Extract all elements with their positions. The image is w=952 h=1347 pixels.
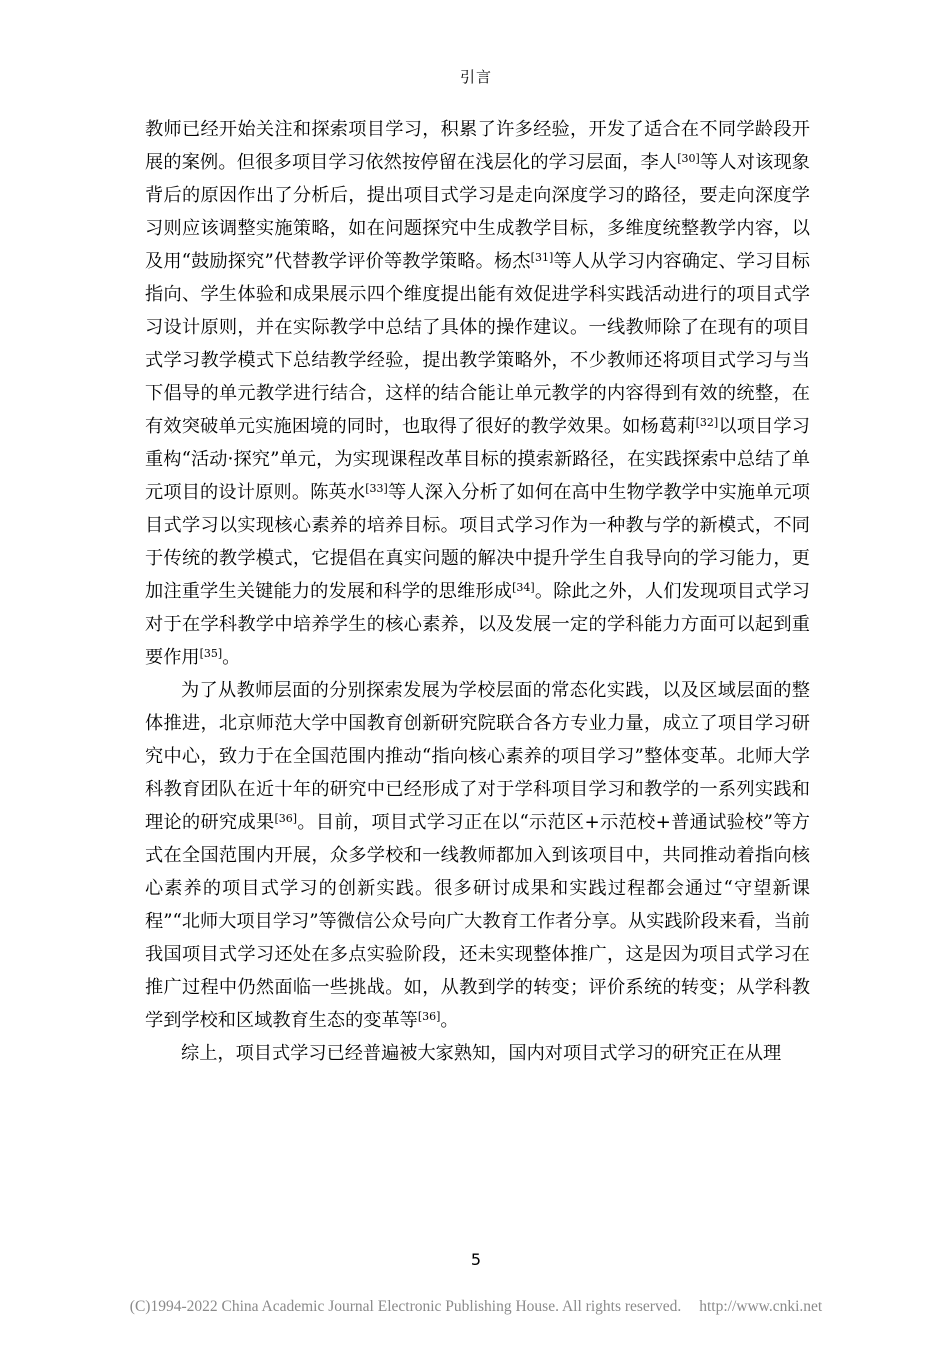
citation-ref: [33] — [365, 482, 388, 495]
running-header: 引言 — [459, 68, 492, 86]
page-number: 5 — [470, 1250, 482, 1269]
copyright-notice: (C)1994-2022 China Academic Journal Electronic Publishing House. All rights reserved. — [129, 1298, 682, 1315]
paragraph-text: 。目前，项目式学习正在以“示范区+示范校+普通试验校”等方式在全国范围内开展，众多学校和一线教师都加入到该项目中，共同推动着指向核心素养的项目式学习的创新实践。很多研讨成果和实践过程都会通过“守望新课程”“北师大项目学习”等微信公众号向广大教育工作者分享。从实践阶段来看，当前我国项目式学习还处在多点实验阶段，还未实现整体推广，这是因为项目式学习在推广过程中仍然面临一些挑战。如，从教到学的转变；评价系统的转变；从学科教学到学校和区域教育生态的变革等 — [145, 812, 810, 1031]
citation-ref: [30] — [677, 152, 700, 165]
paragraph-text: 。除此之外，人们发现项目式学习对于在学科教学中培养学生的核心素养，以及发展一定的学科能力方面可以起到重要作用 — [145, 581, 810, 668]
paragraph — [145, 674, 810, 1037]
body-text — [145, 113, 810, 1070]
citation-ref: [36] — [274, 812, 298, 825]
citation-ref: [34] — [512, 581, 535, 594]
citation-ref: [32] — [695, 416, 719, 429]
paragraph-text: 。 — [440, 1010, 459, 1031]
paragraph-text: 综上，项目式学习已经普遍被大家熟知，国内对项目式学习的研究正在从理 — [181, 1043, 782, 1064]
paragraph — [145, 113, 810, 674]
copyright-footer — [0, 1298, 952, 1316]
paragraph-text: 等人对该现象背后的原因作出了分析后，提出项目式学习是走向深度学习的路径，要走向深度学习则应该调整实施策略，如在问题探究中生成教学目标，多维度统整教学内容，以及用“鼓励探究”代替教学评价等教学策略。杨杰 — [145, 152, 810, 272]
paragraph-text: 等人从学习内容确定、学习目标指向、学生体验和成果展示四个维度提出能有效促进学科实践活动进行的项目式学习设计原则，并在实际教学中总结了具体的操作建议。一线教师除了在现有的项目式学习教学模式下总结教学经验，提出教学策略外，不少教师还将项目式学习与当下倡导的单元教学进行结合，这样的结合能让单元教学的内容得到有效的统整，在有效突破单元实施困境的同时，也取得了很好的教学效果。如杨葛莉 — [145, 251, 810, 437]
paragraph-text: 为了从教师层面的分别探索发展为学校层面的常态化实践，以及区域层面的整体推进，北京师范大学中国教育创新研究院联合各方专业力量，成立了项目学习研究中心，致力于在全国范围内推动“指向核心素养的项目学习”整体变革。北师大学科教育团队在近十年的研究中已经形成了对于学科项目学习和教学的一系列实践和理论的研究成果 — [145, 680, 810, 833]
citation-ref: [35] — [199, 647, 223, 660]
citation-ref: [36] — [417, 1010, 441, 1023]
paragraph-text: 以项目学习重构“活动·探究”单元，为实现课程改革目标的摸索新路径，在实践探索中总结了单元项目的设计原则。陈英水 — [145, 416, 810, 503]
citation-ref: [31] — [530, 251, 554, 264]
paragraph-text: 等人深入分析了如何在高中生物学教学中实施单元项目式学习以实现核心素养的培养目标。项目式学习作为一种教与学的新模式，不同于传统的教学模式，它提倡在真实问题的解决中提升学生自我导向的学习能力，更加注重学生关键能力的发展和科学的思维形成 — [145, 482, 810, 602]
paragraph-text: 。 — [222, 647, 241, 668]
paragraph-text: 教师已经开始关注和探索项目学习，积累了许多经验，开发了适合在不同学龄段开展的案例。但很多项目学习依然按停留在浅层化的学习层面，李人 — [145, 119, 810, 173]
paragraph — [145, 1037, 810, 1070]
cnki-url: http://www.cnki.net — [699, 1298, 823, 1315]
